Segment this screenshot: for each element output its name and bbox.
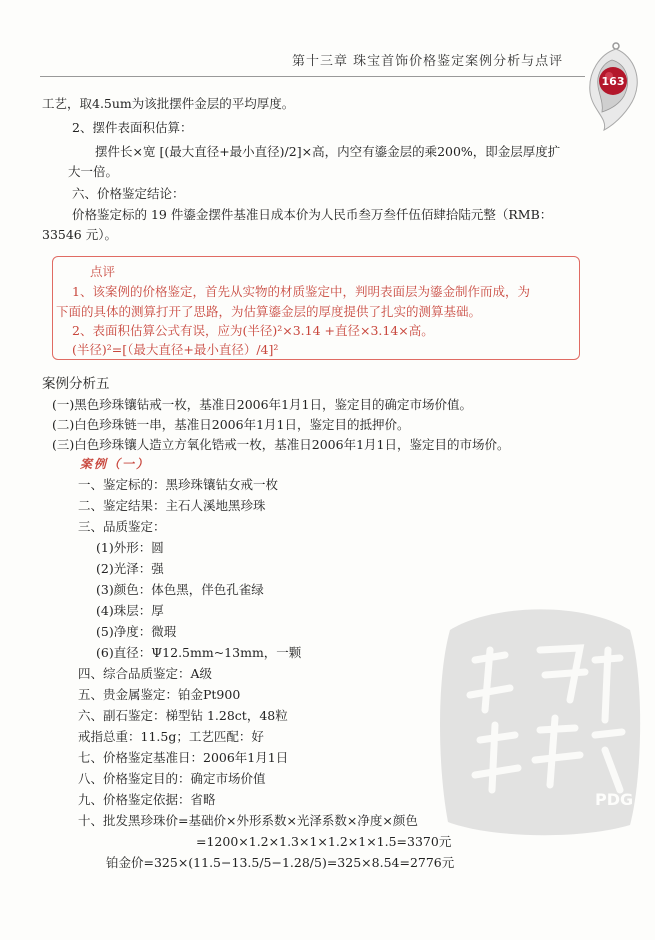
text-line: 六、价格鉴定结论： <box>72 186 185 201</box>
watermark-seal-icon <box>430 600 650 840</box>
case-line: (3)颜色：体色黑，伴色孔雀绿 <box>96 582 264 597</box>
text-line: 摆件长×宽 [(最大直径+最小直径)/2]×高，内空有鎏金层的乘200%，即金层厚度扩 <box>95 144 561 159</box>
header-rule <box>40 76 585 77</box>
text-line: 33546 元）。 <box>42 227 117 242</box>
text-line: 2、摆件表面积估算： <box>72 120 193 135</box>
comment-line: 2、表面积估算公式有误，应为(半径)²×3.14 +直径×3.14×高。 <box>72 323 434 338</box>
case-line: 十、批发黑珍珠价=基础价×外形系数×光泽系数×净度×颜色 <box>78 813 418 828</box>
comment-line: (半径)²=[（最大直径+最小直径）/4]² <box>72 342 279 357</box>
section-item: (一)黑色珍珠镶钻戒一枚，基准日2006年1月1日，鉴定目的确定市场价值。 <box>52 397 472 412</box>
case-line: =1200×1.2×1.3×1×1.2×1×1.5=3370元 <box>196 834 452 849</box>
case-line: 二、鉴定结果：主石人溪地黑珍珠 <box>78 498 266 513</box>
case-line: 一、鉴定标的：黑珍珠镶钻女戒一枚 <box>78 477 279 492</box>
comment-title: 点评 <box>90 264 116 279</box>
case-line: 三、品质鉴定： <box>78 519 166 534</box>
case-line: 七、价格鉴定基准日：2006年1月1日 <box>78 750 289 765</box>
case-line: 八、价格鉴定目的：确定市场价值 <box>78 771 266 786</box>
case-line: 铂金价=325×(11.5−13.5/5−1.28/5)=325×8.54=2776元 <box>106 855 455 870</box>
text-line: 价格鉴定标的 19 件鎏金摆件基准日成本价为人民币叁万叁仟伍佰肆拾陆元整（RMB： <box>72 207 553 222</box>
case-line: 戒指总重：11.5g；工艺匹配：好 <box>78 729 264 744</box>
text-line: 大一倍。 <box>68 164 119 179</box>
case-line: 五、贵金属鉴定：铂金Pt900 <box>78 687 241 702</box>
case-label: 案例（一） <box>80 457 151 471</box>
case-line: 六、副石鉴定：梯型钻 1.28ct，48粒 <box>78 708 288 723</box>
chapter-header: 第十三章 珠宝首饰价格鉴定案例分析与点评 <box>292 54 564 69</box>
section-item: (三)白色珍珠镶人造立方氧化锆戒一枚，基准日2006年1月1日，鉴定目的市场价。 <box>52 437 510 452</box>
case-line: 四、综合品质鉴定：A级 <box>78 666 213 681</box>
text-line: 工艺，取4.5um为该批摆件金层的平均厚度。 <box>42 96 295 111</box>
comment-line: 下面的具体的测算打开了思路，为估算鎏金层的厚度提供了扎实的测算基础。 <box>56 304 482 319</box>
comment-line: 1、该案例的价格鉴定，首先从实物的材质鉴定中，判明表面层为鎏金制作而成，为 <box>72 284 530 299</box>
case-line: (5)净度：微瑕 <box>96 624 177 639</box>
case-line: 九、价格鉴定依据：省略 <box>78 792 216 807</box>
case-line: (1)外形：圆 <box>96 540 164 555</box>
watermark-text: PDG <box>595 790 634 809</box>
case-line: (4)珠层：厚 <box>96 603 164 618</box>
case-line: (6)直径：Ψ12.5mm~13mm，一颗 <box>96 645 302 660</box>
section-title: 案例分析五 <box>42 376 110 392</box>
case-line: (2)光泽：强 <box>96 561 164 576</box>
section-item: (二)白色珍珠链一串，基准日2006年1月1日，鉴定目的抵押价。 <box>52 417 410 432</box>
page-number: 163 <box>601 75 625 88</box>
